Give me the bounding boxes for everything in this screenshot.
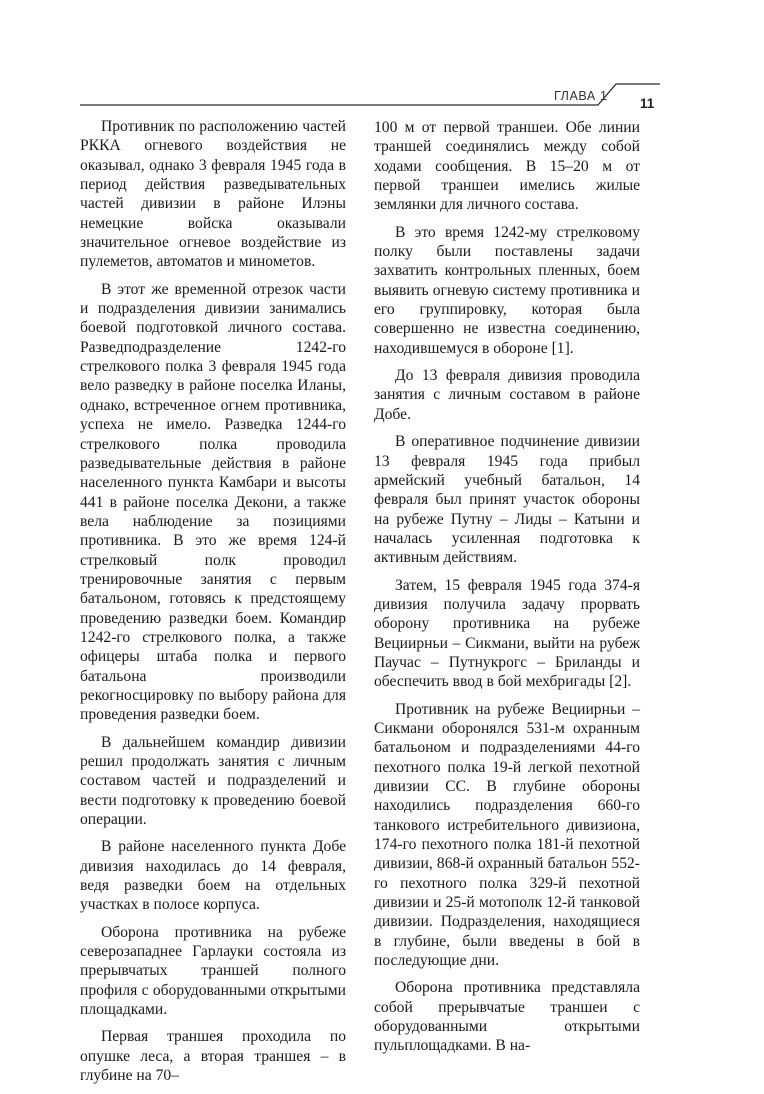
running-head-chapter: ГЛАВА 1 bbox=[554, 89, 608, 103]
paragraph: Противник по расположению частей РККА огневого воздействия не оказывал, однако 3 февраля 1945 года в период действия разведывательных частей дивизии в районе Илэны немецкие войска оказывали значительное огневое воздействие из пулеметов, автоматов и минометов. bbox=[80, 118, 346, 271]
paragraph: В это время 1242-му стрелковому полку были поставлены задачи захватить контрольных пленных, боем выявить огневую систему противника и его группировку, которая была совершенно не известна соединению, находившемуся в обороне [1]. bbox=[374, 223, 640, 357]
paragraph-continuation: 100 м от первой траншеи. Обе линии траншей соединялись между собой ходами сообщения. В 15–20 м от первой траншеи имелись жилые землянки для личного состава. bbox=[374, 119, 640, 214]
left-column bbox=[80, 117, 346, 1094]
paragraph: В оперативное подчинение дивизии 13 февраля 1945 года прибыл армейский учебный батальон, 14 февраля был принят участок обороны на рубеже Путну – Лиды – Катыни и началась усиленная подготовка к активным действиям. bbox=[374, 433, 640, 567]
paragraph: До 13 февраля дивизия проводила занятия с личным составом в районе Добе. bbox=[374, 367, 640, 423]
page-number: 11 bbox=[640, 96, 655, 111]
paragraph: Противник на рубеже Вециирньи – Сикмани оборонялся 531-м охранным батальоном и подразделениями 44-го пехотного полка 19-й легкой пехотной дивизии СС. В глубине обороны находились подразделения 660-го танкового истребительного дивизиона, 174-го пехотного полка 181-й пехотной дивизии, 868-й охранный батальон 552-го пехотного полка 329-й пехотной дивизии и 25-й мотополк 12-й танковой дивизии. Подразделения, находящиеся в глубине, были введены в бой в последующие дни. bbox=[374, 700, 640, 970]
right-column bbox=[374, 118, 640, 1064]
paragraph: Затем, 15 февраля 1945 года 374-я дивизия получила задачу прорвать оборону противника на рубеже Вециирньи – Сикмани, выйти на рубеж Паучас – Путнукрогс – Бриланды и обеспечить ввод в бой мехбригады [2]. bbox=[374, 576, 640, 691]
paragraph: Оборона противника представляла собой прерывчатые траншеи с оборудованными открытыми пульплощадками. В на- bbox=[374, 979, 640, 1055]
paragraph: В этот же временной отрезок части и подразделения дивизии занимались боевой подготовкой личного состава. Разведподразделение 1242-го стрелкового полка 3 февраля 1945 года вело разведку в районе поселка Иланы, однако, встреченное огнем противника, успеха не имело. Разведка 1244-го стрелкового полка проводила разведывательные действия в районе населенного пункта Камбари и высоты 441 в районе поселка Декони, а также вела наблюдение за позициями противника. В это же время 124-й стрелковый полк проводил тренировочные занятия с первым батальоном, готовясь к предстоящему проведению разведки боем. Командир 1242-го стрелкового полка, а также офицеры штаба полка и первого батальона производили рекогносцировку по выбору района для проведения разведки боем. bbox=[80, 280, 346, 724]
paragraph: В дальнейшем командир дивизии решил продолжать занятия с личным составом частей и подразделений и вести подготовку к проведению боевой операции. bbox=[80, 733, 346, 829]
paragraph: В районе населенного пункта Добе дивизия находилась до 14 февраля, ведя разведки боем на отдельных участках в полосе корпуса. bbox=[80, 838, 346, 914]
paragraph: Оборона противника на рубеже северозападнее Гарлауки состояла из прерывчатых траншей полного профиля с оборудованными открытыми площадками. bbox=[80, 923, 346, 1019]
paragraph: Первая траншея проходила по опушке леса, а вторая траншея – в глубине на 70– bbox=[80, 1028, 346, 1085]
